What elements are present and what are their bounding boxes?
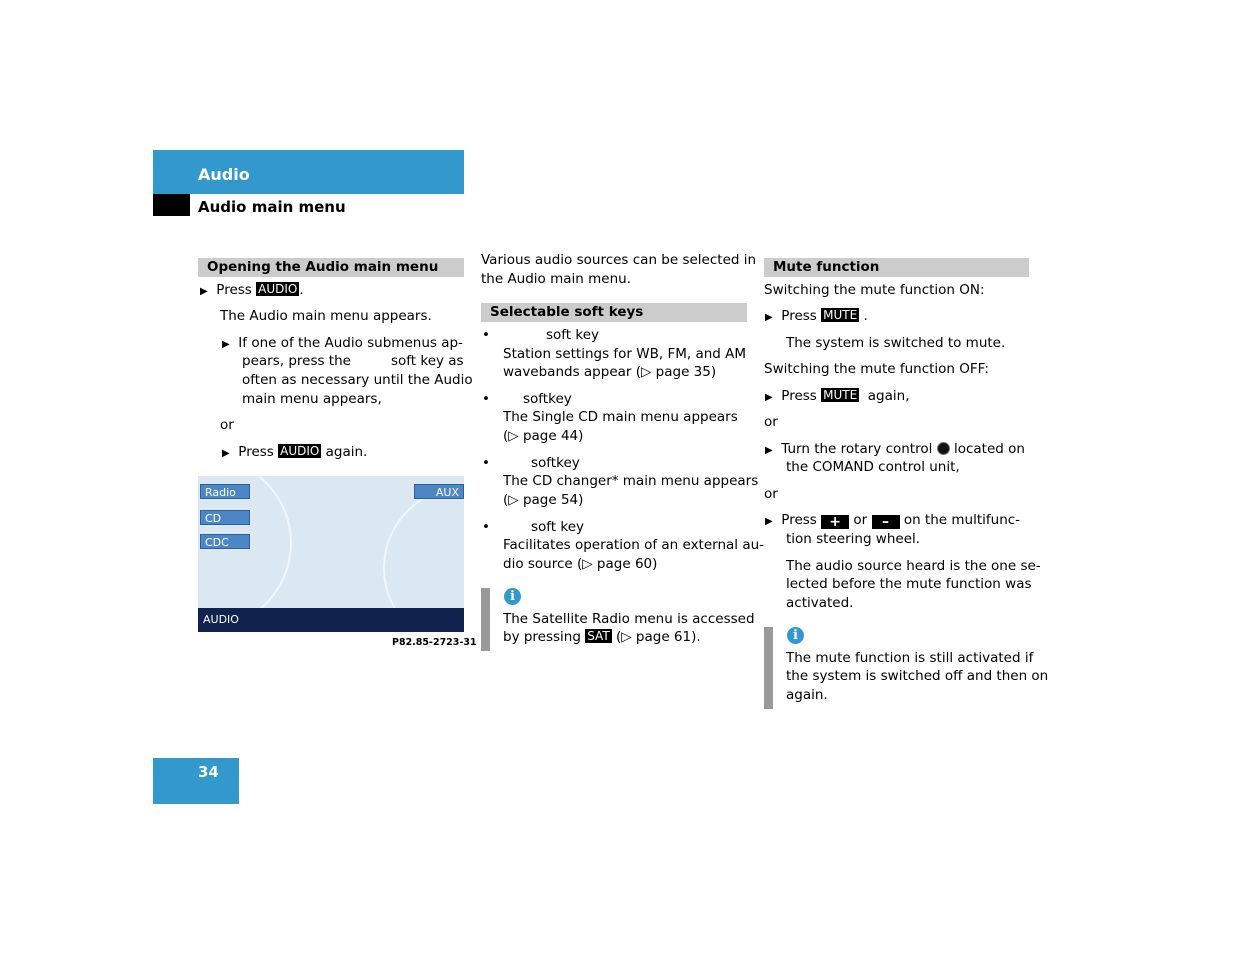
softkey-aux: AUX: [414, 484, 464, 499]
softkey-cd: CD: [200, 510, 250, 525]
info-icon: i: [787, 627, 804, 644]
info-bar: [764, 627, 773, 709]
info-icon: i: [504, 588, 521, 605]
sat-key: SAT: [587, 629, 610, 643]
screen-status-bar: AUDIO: [198, 608, 464, 632]
step-arrow-icon: ▶: [765, 392, 773, 403]
page-number: 34: [198, 763, 219, 781]
bullet-cdc-key: softkey: [531, 455, 580, 471]
audio-menu-screen: [198, 476, 464, 632]
step-press-audio-again: ▶ Press AUDIO again.: [222, 444, 368, 460]
plus-key-icon: +: [821, 515, 849, 529]
substep-submenus: ▶ If one of the Audio submenus ap-: [222, 335, 463, 351]
audio-key: AUDIO: [258, 282, 298, 296]
step-arrow-icon: ▶: [200, 286, 208, 297]
info-bar: [481, 588, 490, 651]
rotary-control-icon: [937, 442, 950, 455]
or-text: or: [220, 417, 234, 433]
step-arrow-icon: ▶: [765, 516, 773, 527]
section-heading-softkeys: Selectable soft keys: [481, 303, 747, 322]
bullet-icon: •: [482, 391, 490, 407]
step-press-audio: ▶ Press AUDIO .: [200, 282, 304, 298]
chapter-title: Audio: [198, 165, 250, 184]
bullet-icon: •: [482, 455, 490, 471]
minus-key-icon: –: [872, 515, 900, 529]
step-arrow-icon: ▶: [222, 448, 230, 459]
section-title: Audio main menu: [198, 198, 346, 216]
step-rotary: ▶ Turn the rotary control located on: [765, 441, 1025, 457]
section-heading-mute: Mute function: [764, 258, 1029, 277]
mute-key: MUTE: [823, 308, 858, 322]
section-heading-opening: Opening the Audio main menu: [198, 258, 464, 277]
page-number-box: [153, 758, 239, 804]
bullet-cd-key: softkey: [523, 391, 572, 407]
audio-key: AUDIO: [280, 444, 320, 458]
step-press-mute: ▶ Press MUTE .: [765, 308, 868, 324]
step-arrow-icon: ▶: [765, 445, 773, 456]
bullet-radio-key: soft key: [546, 327, 600, 343]
step-arrow-icon: ▶: [765, 312, 773, 323]
step-multifunction: ▶ Press + or – on the multifunc-: [765, 512, 1021, 530]
bullet-icon: •: [482, 327, 490, 343]
bullet-icon: •: [482, 519, 490, 535]
header-marker: [153, 194, 190, 216]
mute-key: MUTE: [823, 388, 858, 402]
figure-code: P82.85-2723-31: [392, 637, 477, 648]
step-press-mute-again: ▶ Press MUTE again,: [765, 388, 910, 404]
softkey-radio: Radio: [200, 484, 250, 499]
step-arrow-icon: ▶: [222, 339, 230, 350]
bullet-aux-key: soft key: [531, 519, 585, 535]
result-text: The Audio main menu appears.: [220, 308, 432, 324]
softkey-cdc: CDC: [200, 534, 250, 549]
